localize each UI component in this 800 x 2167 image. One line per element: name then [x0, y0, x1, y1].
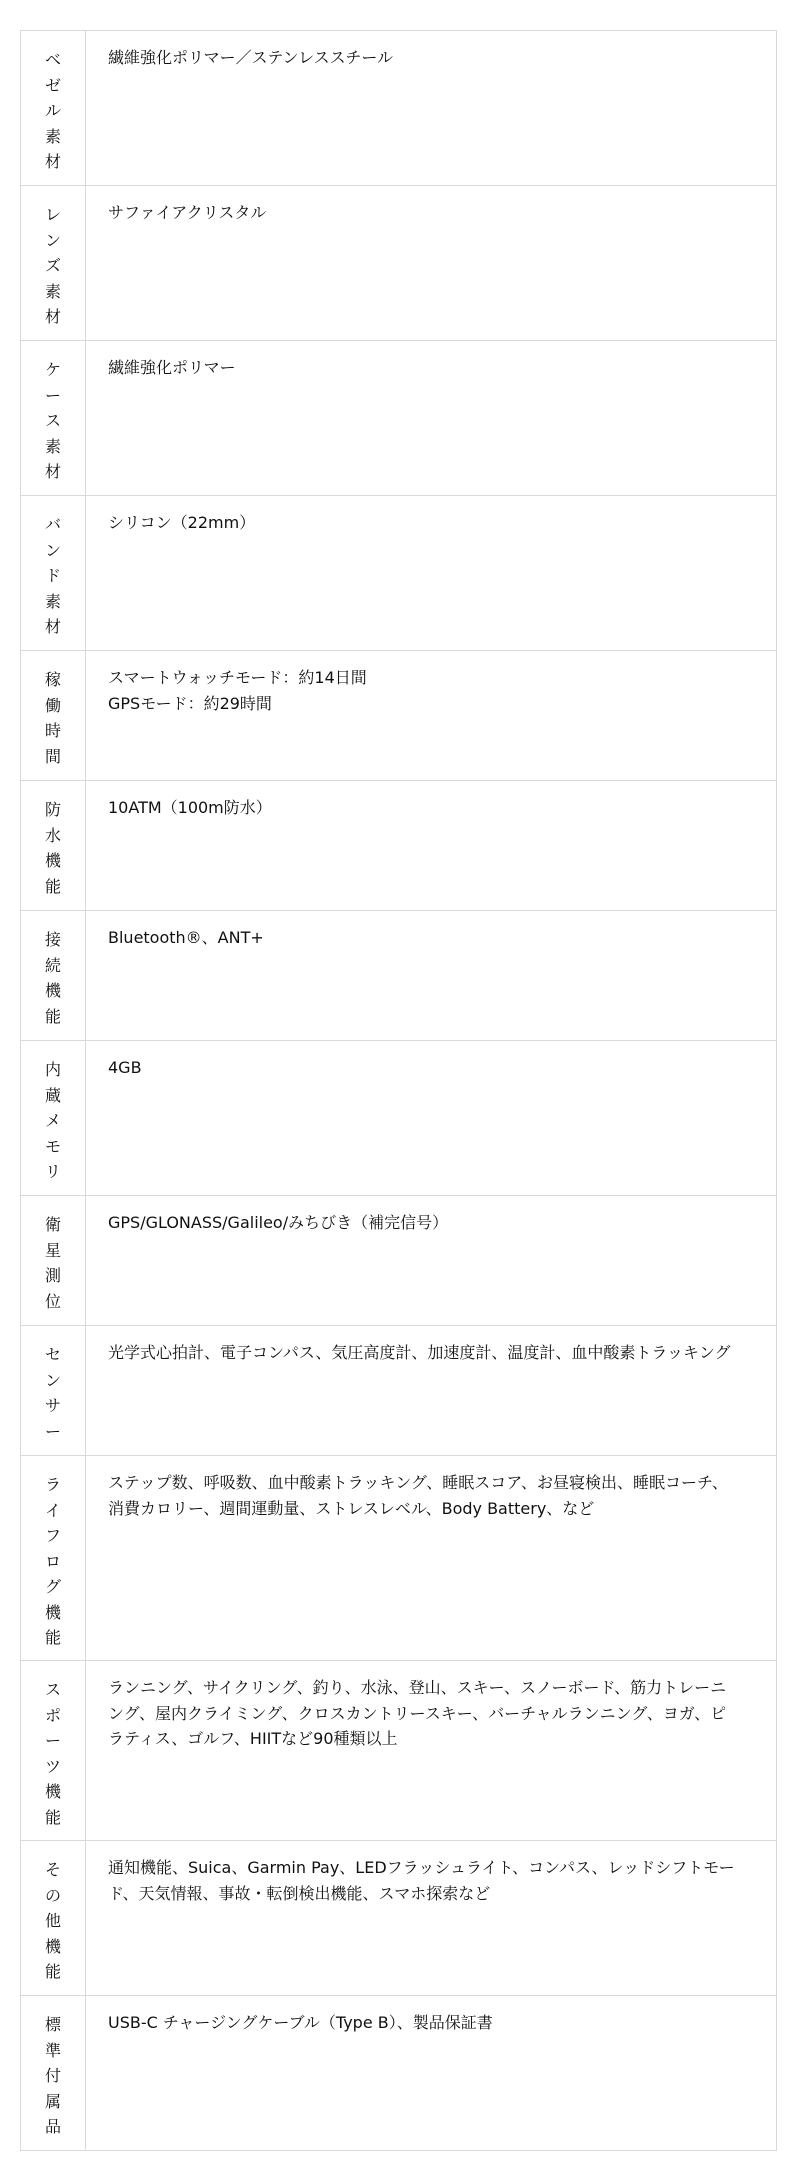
- spec-value-line: サファイアクリスタル: [108, 203, 267, 222]
- spec-row: [21, 911, 777, 1041]
- spec-label-char: 蔵: [44, 1085, 61, 1105]
- spec-table-body: [21, 31, 777, 2151]
- spec-label-char: 素: [44, 126, 61, 146]
- spec-value-line: GPSモード：約29時間: [108, 693, 272, 713]
- spec-row: [21, 1456, 777, 1661]
- spec-value: [86, 781, 776, 821]
- spec-label-char: ズ: [44, 256, 61, 275]
- spec-label-char: ゼ: [44, 75, 61, 95]
- spec-label-char: ン: [44, 230, 61, 250]
- spec-label-char: イ: [44, 1500, 61, 1520]
- spec-label-char: バ: [44, 515, 61, 534]
- spec-row: [21, 496, 777, 651]
- spec-label-char: 材: [44, 307, 61, 326]
- spec-label-char: そ: [44, 1860, 61, 1879]
- spec-label-char: 材: [44, 152, 61, 171]
- spec-label-char: ラ: [44, 1475, 61, 1494]
- spec-label-char: 標: [44, 2015, 61, 2034]
- spec-label-char: 属: [44, 2091, 61, 2111]
- spec-label-cell: [21, 496, 86, 651]
- spec-label: [21, 651, 85, 769]
- spec-label: [21, 1456, 85, 1651]
- spec-label-char: グ: [44, 1577, 61, 1596]
- spec-label-char: サ: [44, 1396, 61, 1415]
- spec-value-line: 消費カロリー、週間運動量、ストレスレベル、Body Battery、など: [108, 1498, 595, 1518]
- spec-value: [86, 186, 776, 226]
- spec-label-char: 位: [44, 1291, 61, 1311]
- spec-value: [86, 651, 776, 716]
- spec-value-cell: [86, 341, 777, 496]
- spec-label-char: レ: [44, 205, 61, 224]
- spec-value-cell: [86, 1661, 777, 1841]
- spec-value: [86, 1841, 776, 1906]
- spec-label-cell: [21, 31, 86, 186]
- spec-label: [21, 1041, 85, 1185]
- spec-label-cell: [21, 186, 86, 341]
- spec-value: [86, 1996, 776, 2036]
- spec-label-char: ケ: [44, 360, 61, 379]
- spec-label-char: フ: [44, 1526, 61, 1545]
- spec-value-line: ラティス、ゴルフ、HIITなど90種類以上: [108, 1729, 398, 1748]
- spec-label-cell: [21, 1661, 86, 1841]
- spec-label-char: 能: [44, 876, 61, 896]
- spec-label-char: 稼: [44, 670, 61, 689]
- spec-row: [21, 1841, 777, 1996]
- spec-value-line: 通知機能、Suica、Garmin Pay、LEDフラッシュライト、コンパス、レッドシフトモー: [108, 1858, 735, 1877]
- spec-label-cell: [21, 781, 86, 911]
- spec-value-cell: [86, 1041, 777, 1196]
- spec-label-char: ー: [44, 385, 61, 405]
- spec-value-line: 4GB: [108, 1058, 142, 1077]
- spec-value-cell: [86, 651, 777, 781]
- spec-row: [21, 186, 777, 341]
- spec-value-line: 繊維強化ポリマー: [108, 358, 236, 377]
- spec-label-char: モ: [44, 1136, 61, 1156]
- spec-label-cell: [21, 1196, 86, 1326]
- spec-value: [86, 341, 776, 381]
- spec-value: [86, 1326, 776, 1366]
- spec-label-char: ツ: [44, 1756, 61, 1776]
- spec-value: [86, 1196, 776, 1236]
- spec-row: [21, 651, 777, 781]
- spec-label-char: 他: [44, 1911, 61, 1930]
- spec-table: [20, 30, 777, 2151]
- spec-label: [21, 781, 85, 899]
- spec-label: [21, 1196, 85, 1314]
- spec-label-char: ロ: [44, 1551, 61, 1571]
- spec-label-char: 素: [44, 281, 61, 301]
- spec-label-cell: [21, 1041, 86, 1196]
- spec-label-char: 接: [44, 930, 61, 949]
- spec-label-cell: [21, 1456, 86, 1661]
- spec-value-line: ステップ数、呼吸数、血中酸素トラッキング、睡眠スコア、お昼寝検出、睡眠コーチ、: [108, 1473, 728, 1492]
- spec-label-char: ポ: [44, 1705, 61, 1725]
- spec-label-char: ー: [44, 1421, 61, 1441]
- spec-value: [86, 31, 776, 71]
- spec-label-char: 能: [44, 1628, 61, 1647]
- spec-value-line: USB-C チャージングケーブル（Type B）、製品保証書: [108, 2013, 493, 2032]
- spec-label-char: ン: [44, 540, 61, 560]
- spec-label-char: 機: [44, 851, 61, 870]
- spec-value-cell: [86, 1196, 777, 1326]
- spec-value-line: スマートウォッチモード：約14日間: [108, 668, 367, 687]
- spec-label: [21, 341, 85, 485]
- spec-label-char: 水: [44, 825, 61, 845]
- spec-label-char: リ: [44, 1162, 61, 1181]
- spec-label: [21, 1661, 85, 1830]
- spec-label-cell: [21, 1841, 86, 1996]
- spec-label-char: 機: [44, 1936, 61, 1956]
- spec-label: [21, 1841, 85, 1985]
- spec-value-line: GPS/GLONASS/Galileo/みちびき（補完信号）: [108, 1213, 449, 1232]
- spec-label-char: 機: [44, 1602, 61, 1622]
- spec-label-char: 能: [44, 1006, 61, 1026]
- spec-label-char: 材: [44, 617, 61, 636]
- spec-label-cell: [21, 911, 86, 1041]
- spec-label-char: ス: [44, 1680, 61, 1699]
- spec-value-cell: [86, 186, 777, 341]
- spec-label-char: セ: [44, 1345, 61, 1364]
- spec-value-cell: [86, 31, 777, 186]
- spec-label-cell: [21, 1996, 86, 2151]
- spec-value-cell: [86, 1326, 777, 1456]
- spec-value-cell: [86, 1841, 777, 1996]
- spec-label-char: ン: [44, 1370, 61, 1390]
- spec-row: [21, 1661, 777, 1841]
- spec-label-char: 続: [44, 955, 61, 975]
- spec-label-char: 時: [44, 721, 61, 740]
- spec-label-char: ル: [44, 101, 61, 120]
- spec-label-char: ド: [44, 566, 61, 585]
- spec-label-char: 素: [44, 591, 61, 611]
- spec-label-char: 内: [44, 1060, 61, 1079]
- spec-row: [21, 1326, 777, 1456]
- spec-label-char: 衛: [44, 1215, 61, 1234]
- spec-label: [21, 186, 85, 330]
- spec-value-line: 繊維強化ポリマー／ステンレススチール: [108, 48, 394, 67]
- spec-label: [21, 31, 85, 175]
- spec-label-char: 働: [44, 695, 61, 715]
- spec-value-line: ド、天気情報、事故・転倒検出機能、スマホ探索など: [108, 1883, 491, 1903]
- spec-value-cell: [86, 1456, 777, 1661]
- spec-label-char: 防: [44, 800, 61, 819]
- spec-label-char: ス: [44, 411, 61, 430]
- spec-value-line: ランニング、サイクリング、釣り、水泳、登山、スキー、スノーボード、筋力トレーニ: [108, 1678, 727, 1697]
- spec-label-char: の: [44, 1885, 61, 1905]
- spec-label-char: 能: [44, 1962, 61, 1981]
- spec-value-line: 10ATM（100m防水）: [108, 798, 272, 817]
- spec-value: [86, 911, 776, 951]
- spec-value: [86, 496, 776, 536]
- spec-value: [86, 1661, 776, 1752]
- spec-value-line: 光学式心拍計、電子コンパス、気圧高度計、加速度計、温度計、血中酸素トラッキング: [108, 1343, 731, 1362]
- spec-value-cell: [86, 1996, 777, 2151]
- spec-row: [21, 1996, 777, 2151]
- spec-label: [21, 1326, 85, 1444]
- spec-label-char: 機: [44, 1782, 61, 1801]
- spec-label-char: 機: [44, 981, 61, 1000]
- spec-label: [21, 496, 85, 640]
- spec-label-cell: [21, 1326, 86, 1456]
- spec-row: [21, 781, 777, 911]
- spec-label-char: 能: [44, 1807, 61, 1827]
- spec-label-char: 品: [44, 2117, 61, 2136]
- spec-value: [86, 1041, 776, 1081]
- spec-label-char: 付: [44, 2066, 61, 2085]
- spec-label-char: メ: [44, 1111, 61, 1130]
- spec-row: [21, 1196, 777, 1326]
- spec-value-line: Bluetooth®、ANT+: [108, 928, 264, 947]
- spec-label-char: 材: [44, 462, 61, 481]
- spec-label-char: 間: [44, 746, 61, 766]
- spec-value: [86, 1456, 776, 1521]
- spec-value-cell: [86, 496, 777, 651]
- spec-value-line: ング、屋内クライミング、クロスカントリースキー、バーチャルランニング、ヨガ、ピ: [108, 1703, 727, 1723]
- spec-label-char: ー: [44, 1731, 61, 1750]
- spec-label-char: 素: [44, 436, 61, 456]
- spec-row: [21, 31, 777, 186]
- spec-row: [21, 341, 777, 496]
- spec-label-cell: [21, 341, 86, 496]
- spec-label: [21, 1996, 85, 2140]
- spec-label-char: 測: [44, 1266, 61, 1285]
- spec-value-line: シリコン（22mm）: [108, 513, 256, 532]
- spec-label-char: ベ: [44, 50, 61, 69]
- spec-label-cell: [21, 651, 86, 781]
- spec-row: [21, 1041, 777, 1196]
- spec-label: [21, 911, 85, 1029]
- spec-value-cell: [86, 911, 777, 1041]
- spec-label-char: 星: [44, 1240, 61, 1260]
- spec-label-char: 準: [44, 2040, 61, 2060]
- spec-value-cell: [86, 781, 777, 911]
